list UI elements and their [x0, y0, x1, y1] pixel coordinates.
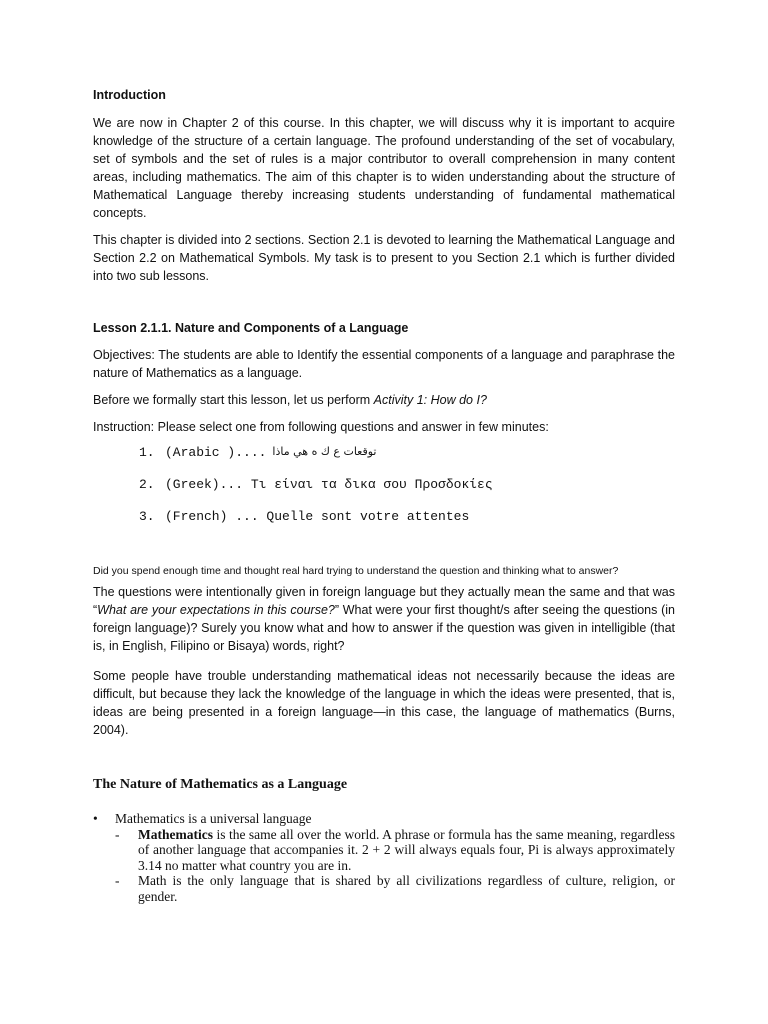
- lesson-title: Lesson 2.1.1. Nature and Components of a Language: [93, 321, 409, 335]
- explanation-paragraph: [93, 583, 675, 655]
- sub-item-text: [138, 827, 675, 874]
- explanation-prefix: The questions were intentionally given in foreign language but they actually mean the same and that was “: [93, 585, 675, 617]
- activity-intro-text: Before we formally start this lesson, let us perform: [93, 393, 374, 407]
- sub-item-text: Math is the only language that is shared by all civilizations regardless of culture, religion, or gender.: [138, 873, 675, 904]
- question-text-greek: (Greek)... Τι είναι τα δικα σου Προσδοκίες: [165, 477, 493, 492]
- sub-item-rest: is the same all over the world. A phrase or formula has the same meaning, regardless of another language that accompanies it. 2 + 2 will always equals four, Pi is always approximately 3.14 no matter what country you are in.: [138, 826, 675, 873]
- question-text-french: (French) ... Quelle sont votre attentes: [165, 509, 470, 524]
- activity-name: Activity 1: How do I?: [373, 393, 487, 407]
- bullet-icon: •: [93, 811, 98, 826]
- question-number: 2.: [139, 477, 155, 492]
- nature-list: [93, 811, 675, 904]
- explanation-suffix: ” What were your first thought/s after seeing the questions (in foreign language)? Surely you know what and how to answer if the question was given in intelligible (that is, in English, Filipino or Bisaya) words, right?: [93, 603, 675, 653]
- activity-intro: [93, 391, 675, 409]
- list-item: [93, 811, 675, 827]
- question-item: [139, 477, 675, 509]
- trouble-paragraph: Some people have trouble understanding mathematical ideas not necessarily because the ideas are difficult, but because they lack the knowledge of the language in which the ideas were presented, that is, ideas are being presented in a foreign language—in this case, the language of mathematics (Burns, 2004).: [93, 669, 675, 737]
- document-page: [93, 86, 675, 904]
- bullet-text: Mathematics is a universal language: [115, 811, 312, 826]
- question-list: [139, 445, 675, 541]
- sub-list-item: [115, 873, 675, 904]
- reflection-question: Did you spend enough time and thought real hard trying to understand the question and thinking what to answer?: [93, 565, 619, 577]
- intro-heading: Introduction: [93, 88, 166, 102]
- explanation-quote: What are your expectations in this course?: [97, 603, 335, 617]
- sub-item-bold: Mathematics: [138, 826, 213, 842]
- instruction-text: Instruction: Please select one from following questions and answer in few minutes:: [93, 420, 549, 434]
- intro-paragraph-2: This chapter is divided into 2 sections. Section 2.1 is devoted to learning the Mathematical Language and Section 2.2 on Mathematical Symbols. My task is to present to you Section 2.1 which is further divided into two sub lessons.: [93, 233, 675, 283]
- nature-heading: The Nature of Mathematics as a Language: [93, 777, 348, 792]
- lesson-objectives: Objectives: The students are able to Identify the essential components of a language and paraphrase the nature of Mathematics as a language.: [93, 348, 675, 380]
- question-arabic-script: توقعات ع ك ه هي ماذا: [272, 445, 377, 458]
- intro-paragraph-1: We are now in Chapter 2 of this course. In this chapter, we will discuss why it is important to acquire knowledge of the structure of a certain language. The profound understanding of the set of vocabulary, set of symbols and the set of rules is a major contributor to overall comprehension in many content areas, including mathematics. The aim of this chapter is to widen understanding about the structure of Mathematical Language thereby increasing students understanding of fundamental mathematical concepts.: [93, 116, 675, 220]
- question-item: [139, 509, 675, 541]
- question-item: [139, 445, 675, 477]
- dash-icon: -: [115, 826, 120, 842]
- dash-icon: -: [115, 873, 120, 888]
- question-number: 3.: [139, 509, 155, 524]
- sub-list-item: [115, 827, 675, 874]
- question-text-arabic: (Arabic )....: [165, 445, 267, 460]
- question-number: 1.: [139, 445, 155, 460]
